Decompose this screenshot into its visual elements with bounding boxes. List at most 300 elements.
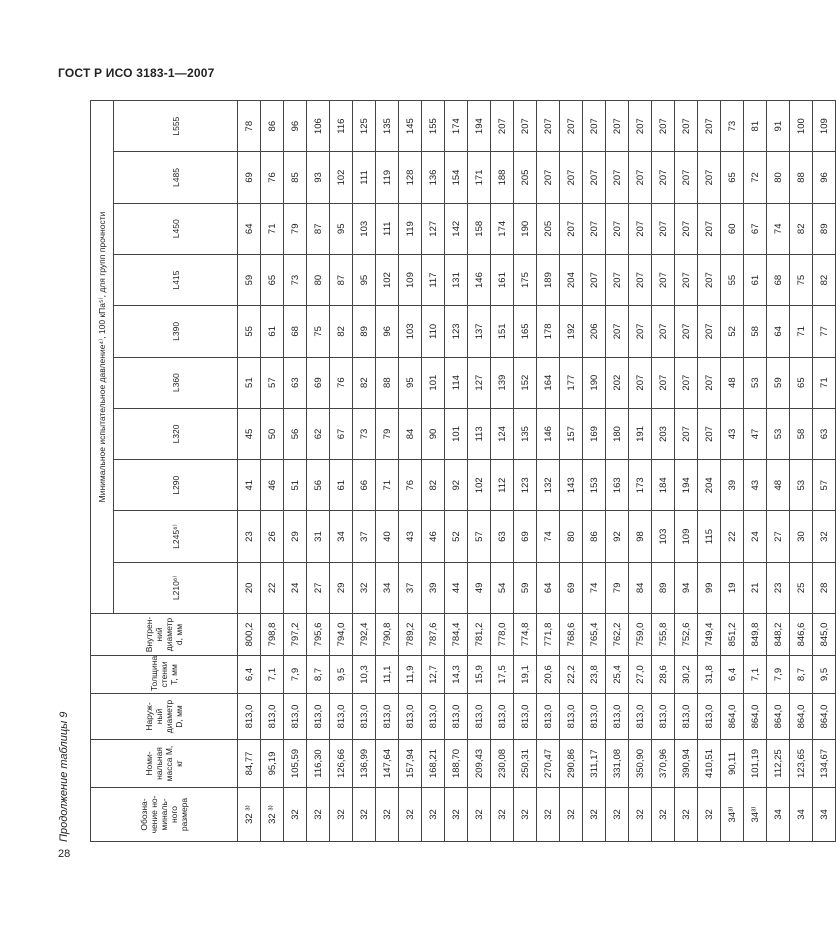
table-cell: 75 bbox=[307, 306, 330, 357]
table-cell: 61 bbox=[744, 254, 767, 305]
table-cell: 30 bbox=[790, 511, 813, 562]
table-cell: 60 bbox=[721, 203, 744, 254]
table-cell: 135 bbox=[376, 101, 399, 152]
table-row bbox=[560, 101, 583, 842]
table-cell: 32 bbox=[813, 511, 836, 562]
table-cell: 81 bbox=[744, 101, 767, 152]
header-outer-diameter: Наруж-ный диаметр D, мм bbox=[91, 694, 238, 740]
table-cell: 207 bbox=[652, 357, 675, 408]
table-cell: 92 bbox=[606, 511, 629, 562]
table-cell: 96 bbox=[376, 306, 399, 357]
table-cell: 88 bbox=[376, 357, 399, 408]
table-cell: 813,0 bbox=[353, 694, 376, 740]
table-cell: 64 bbox=[238, 203, 261, 254]
table-cell: 846,6 bbox=[790, 614, 813, 656]
table-cell: 76 bbox=[399, 460, 422, 511]
table-cell: 813,0 bbox=[491, 694, 514, 740]
table-cell: 48 bbox=[721, 357, 744, 408]
table-cell: 209,43 bbox=[468, 740, 491, 788]
table-cell: 56 bbox=[307, 460, 330, 511]
table-cell: 813,0 bbox=[537, 694, 560, 740]
table-cell: 800,2 bbox=[238, 614, 261, 656]
table-cell: 87 bbox=[330, 254, 353, 305]
table-cell: 29 bbox=[284, 511, 307, 562]
table-cell: 95 bbox=[399, 357, 422, 408]
table-row bbox=[399, 101, 422, 842]
table-cell: 101 bbox=[445, 408, 468, 459]
table-cell: 27 bbox=[307, 562, 330, 613]
table-cell: 55 bbox=[721, 254, 744, 305]
table-cell: 32 bbox=[675, 788, 698, 842]
table-cell: 787,6 bbox=[422, 614, 445, 656]
table-cell: 207 bbox=[606, 152, 629, 203]
table-cell: 34³⁾ bbox=[744, 788, 767, 842]
table-row bbox=[606, 101, 629, 842]
table-rotation-frame bbox=[58, 100, 830, 842]
table-cell: 74 bbox=[767, 203, 790, 254]
table-row bbox=[491, 101, 514, 842]
table-cell: 82 bbox=[422, 460, 445, 511]
table-cell: 98 bbox=[629, 511, 652, 562]
table-cell: 34 bbox=[790, 788, 813, 842]
table-cell: 115 bbox=[698, 511, 721, 562]
table-cell: 112,25 bbox=[767, 740, 790, 788]
table-cell: 207 bbox=[606, 101, 629, 152]
table-cell: 46 bbox=[261, 460, 284, 511]
table-cell: 207 bbox=[629, 203, 652, 254]
table-cell: 66 bbox=[353, 460, 376, 511]
table-cell: 250,31 bbox=[514, 740, 537, 788]
table-cell: 768,6 bbox=[560, 614, 583, 656]
table-cell: 180 bbox=[606, 408, 629, 459]
table-cell: 63 bbox=[284, 357, 307, 408]
table-cell: 105,59 bbox=[284, 740, 307, 788]
table-cell: 813,0 bbox=[514, 694, 537, 740]
table-cell: 84,77 bbox=[238, 740, 261, 788]
table-cell: 99 bbox=[698, 562, 721, 613]
table-cell: 765,4 bbox=[583, 614, 606, 656]
table-cell: 32 bbox=[445, 788, 468, 842]
table-cell: 184 bbox=[652, 460, 675, 511]
table-cell: 64 bbox=[537, 562, 560, 613]
table-cell: 207 bbox=[537, 152, 560, 203]
table-cell: 29 bbox=[330, 562, 353, 613]
table-cell: 93 bbox=[307, 152, 330, 203]
table-cell: 123 bbox=[445, 306, 468, 357]
table-body bbox=[238, 101, 836, 842]
table-cell: 96 bbox=[813, 152, 836, 203]
table-cell: 52 bbox=[721, 306, 744, 357]
table-row bbox=[744, 101, 767, 842]
table-cell: 34 bbox=[376, 562, 399, 613]
table-cell: 34 bbox=[813, 788, 836, 842]
table-cell: 164 bbox=[537, 357, 560, 408]
table-cell: 32 bbox=[307, 788, 330, 842]
table-cell: 57 bbox=[813, 460, 836, 511]
table-cell: 370,96 bbox=[652, 740, 675, 788]
table-cell: 781,2 bbox=[468, 614, 491, 656]
table-cell: 207 bbox=[675, 152, 698, 203]
table-cell: 207 bbox=[514, 101, 537, 152]
table-cell: 39 bbox=[721, 460, 744, 511]
table-cell: 77 bbox=[813, 306, 836, 357]
table-cell: 57 bbox=[468, 511, 491, 562]
table-cell: 206 bbox=[583, 306, 606, 357]
table-cell: 65 bbox=[790, 357, 813, 408]
table-cell: 19 bbox=[721, 562, 744, 613]
table-cell: 790,8 bbox=[376, 614, 399, 656]
table-cell: 39 bbox=[422, 562, 445, 613]
table-cell: 23 bbox=[238, 511, 261, 562]
table-cell: 194 bbox=[468, 101, 491, 152]
table-cell: 171 bbox=[468, 152, 491, 203]
table-cell: 207 bbox=[606, 254, 629, 305]
table-cell: 205 bbox=[514, 152, 537, 203]
table-cell: 864,0 bbox=[790, 694, 813, 740]
table-cell: 207 bbox=[583, 152, 606, 203]
header-grade: L555 bbox=[114, 101, 238, 152]
table-cell: 17,5 bbox=[491, 656, 514, 694]
table-cell: 10,3 bbox=[353, 656, 376, 694]
table-cell: 207 bbox=[652, 203, 675, 254]
table-cell: 43 bbox=[721, 408, 744, 459]
table-cell: 27,0 bbox=[629, 656, 652, 694]
table-cell: 207 bbox=[560, 152, 583, 203]
table-cell: 63 bbox=[491, 511, 514, 562]
table-cell: 69 bbox=[238, 152, 261, 203]
table-cell: 132 bbox=[537, 460, 560, 511]
table-cell: 188,70 bbox=[445, 740, 468, 788]
table-cell: 75 bbox=[790, 254, 813, 305]
table-cell: 173 bbox=[629, 460, 652, 511]
table-cell: 290,86 bbox=[560, 740, 583, 788]
table-cell: 6,4 bbox=[238, 656, 261, 694]
table-cell: 142 bbox=[445, 203, 468, 254]
table-cell: 20,6 bbox=[537, 656, 560, 694]
table-cell: 67 bbox=[744, 203, 767, 254]
table-cell: 100 bbox=[790, 101, 813, 152]
table-cell: 58 bbox=[790, 408, 813, 459]
table-cell: 54 bbox=[491, 562, 514, 613]
table-cell: 127 bbox=[468, 357, 491, 408]
table-cell: 90,11 bbox=[721, 740, 744, 788]
table-cell: 864,0 bbox=[767, 694, 790, 740]
table-cell: 207 bbox=[537, 101, 560, 152]
table-cell: 207 bbox=[629, 306, 652, 357]
table-cell: 59 bbox=[514, 562, 537, 613]
table-cell: 6,4 bbox=[721, 656, 744, 694]
table-cell: 9,5 bbox=[330, 656, 353, 694]
header-designation: Обозна-чение но-миналь-ного размера bbox=[91, 788, 238, 842]
table-cell: 53 bbox=[744, 357, 767, 408]
table-cell: 79 bbox=[376, 408, 399, 459]
table-cell: 207 bbox=[675, 203, 698, 254]
table-cell: 80 bbox=[767, 152, 790, 203]
table-cell: 152 bbox=[514, 357, 537, 408]
table-cell: 84 bbox=[629, 562, 652, 613]
table-cell: 47 bbox=[744, 408, 767, 459]
table-cell: 50 bbox=[261, 408, 284, 459]
pressure-table bbox=[90, 100, 836, 842]
table-cell: 69 bbox=[560, 562, 583, 613]
table-cell: 851,2 bbox=[721, 614, 744, 656]
table-cell: 74 bbox=[537, 511, 560, 562]
table-cell: 109 bbox=[399, 254, 422, 305]
table-cell: 169 bbox=[583, 408, 606, 459]
table-cell: 37 bbox=[399, 562, 422, 613]
table-cell: 59 bbox=[238, 254, 261, 305]
table-cell: 103 bbox=[652, 511, 675, 562]
table-cell: 95,19 bbox=[261, 740, 284, 788]
table-cell: 91 bbox=[767, 101, 790, 152]
table-cell: 89 bbox=[813, 203, 836, 254]
table-cell: 207 bbox=[675, 408, 698, 459]
table-cell: 165 bbox=[514, 306, 537, 357]
table-cell: 73 bbox=[284, 254, 307, 305]
table-cell: 136,99 bbox=[353, 740, 376, 788]
table-cell: 32 bbox=[583, 788, 606, 842]
table-cell: 79 bbox=[606, 562, 629, 613]
table-row bbox=[675, 101, 698, 842]
table-cell: 119 bbox=[399, 203, 422, 254]
table-cell: 204 bbox=[698, 460, 721, 511]
table-cell: 64 bbox=[767, 306, 790, 357]
table-cell: 116 bbox=[330, 101, 353, 152]
table-cell: 774,8 bbox=[514, 614, 537, 656]
table-cell: 207 bbox=[629, 357, 652, 408]
table-row bbox=[767, 101, 790, 842]
table-cell: 139 bbox=[491, 357, 514, 408]
table-cell: 95 bbox=[330, 203, 353, 254]
table-cell: 37 bbox=[353, 511, 376, 562]
table-cell: 32 bbox=[606, 788, 629, 842]
table-cell: 128 bbox=[399, 152, 422, 203]
table-cell: 146 bbox=[468, 254, 491, 305]
table-cell: 207 bbox=[652, 152, 675, 203]
table-cell: 32 bbox=[330, 788, 353, 842]
table-cell: 28,6 bbox=[652, 656, 675, 694]
table-cell: 134,67 bbox=[813, 740, 836, 788]
table-cell: 84 bbox=[399, 408, 422, 459]
table-cell: 813,0 bbox=[238, 694, 261, 740]
table-cell: 76 bbox=[261, 152, 284, 203]
table-cell: 24 bbox=[744, 511, 767, 562]
table-cell: 864,0 bbox=[744, 694, 767, 740]
table-cell: 61 bbox=[261, 306, 284, 357]
table-cell: 153 bbox=[583, 460, 606, 511]
table-row bbox=[422, 101, 445, 842]
table-cell: 45 bbox=[238, 408, 261, 459]
table-cell: 14,3 bbox=[445, 656, 468, 694]
table-cell: 32 bbox=[537, 788, 560, 842]
table-cell: 110 bbox=[422, 306, 445, 357]
table-cell: 207 bbox=[698, 254, 721, 305]
table-cell: 43 bbox=[399, 511, 422, 562]
table-cell: 135 bbox=[514, 408, 537, 459]
table-cell: 80 bbox=[560, 511, 583, 562]
table-cell: 63 bbox=[813, 408, 836, 459]
table-cell: 795,6 bbox=[307, 614, 330, 656]
table-row bbox=[238, 101, 261, 842]
table-cell: 188 bbox=[491, 152, 514, 203]
table-cell: 390,94 bbox=[675, 740, 698, 788]
table-cell: 90 bbox=[422, 408, 445, 459]
table-cell: 82 bbox=[353, 357, 376, 408]
table-cell: 41 bbox=[238, 460, 261, 511]
table-cell: 813,0 bbox=[560, 694, 583, 740]
table-cell: 864,0 bbox=[813, 694, 836, 740]
table-cell: 106 bbox=[307, 101, 330, 152]
header-grade: L290 bbox=[114, 460, 238, 511]
table-cell: 102 bbox=[468, 460, 491, 511]
table-row bbox=[330, 101, 353, 842]
table-cell: 331,08 bbox=[606, 740, 629, 788]
table-cell: 86 bbox=[261, 101, 284, 152]
table-cell: 157,94 bbox=[399, 740, 422, 788]
table-cell: 207 bbox=[698, 101, 721, 152]
table-cell: 410,51 bbox=[698, 740, 721, 788]
table-cell: 85 bbox=[284, 152, 307, 203]
table-cell: 21 bbox=[744, 562, 767, 613]
table-cell: 849,8 bbox=[744, 614, 767, 656]
table-cell: 174 bbox=[445, 101, 468, 152]
table-cell: 9,5 bbox=[813, 656, 836, 694]
table-cell: 53 bbox=[767, 408, 790, 459]
table-cell: 7,9 bbox=[767, 656, 790, 694]
table-cell: 755,8 bbox=[652, 614, 675, 656]
table-cell: 151 bbox=[491, 306, 514, 357]
table-cell: 813,0 bbox=[675, 694, 698, 740]
table-cell: 26 bbox=[261, 511, 284, 562]
table-cell: 32 bbox=[652, 788, 675, 842]
table-cell: 230,08 bbox=[491, 740, 514, 788]
table-cell: 350,90 bbox=[629, 740, 652, 788]
table-row bbox=[790, 101, 813, 842]
table-cell: 48 bbox=[767, 460, 790, 511]
table-cell: 92 bbox=[445, 460, 468, 511]
table-cell: 177 bbox=[560, 357, 583, 408]
table-cell: 96 bbox=[284, 101, 307, 152]
table-cell: 7,1 bbox=[261, 656, 284, 694]
table-cell: 40 bbox=[376, 511, 399, 562]
table-cell: 813,0 bbox=[284, 694, 307, 740]
table-cell: 72 bbox=[744, 152, 767, 203]
table-cell: 71 bbox=[813, 357, 836, 408]
table-cell: 11,9 bbox=[399, 656, 422, 694]
table-cell: 207 bbox=[698, 306, 721, 357]
table-cell: 771,8 bbox=[537, 614, 560, 656]
table-cell: 32 bbox=[353, 788, 376, 842]
table-cell: 752,6 bbox=[675, 614, 698, 656]
table-cell: 111 bbox=[376, 203, 399, 254]
table-row bbox=[445, 101, 468, 842]
header-grade: L390 bbox=[114, 306, 238, 357]
table-cell: 102 bbox=[330, 152, 353, 203]
table-cell: 168,21 bbox=[422, 740, 445, 788]
table-cell: 7,1 bbox=[744, 656, 767, 694]
table-cell: 23,8 bbox=[583, 656, 606, 694]
table-cell: 88 bbox=[790, 152, 813, 203]
table-cell: 59 bbox=[767, 357, 790, 408]
table-cell: 813,0 bbox=[330, 694, 353, 740]
table-cell: 207 bbox=[560, 101, 583, 152]
table-cell: 191 bbox=[629, 408, 652, 459]
table-cell: 813,0 bbox=[652, 694, 675, 740]
table-cell: 32 bbox=[284, 788, 307, 842]
table-cell: 71 bbox=[376, 460, 399, 511]
table-cell: 58 bbox=[744, 306, 767, 357]
table-cell: 270,47 bbox=[537, 740, 560, 788]
table-cell: 22 bbox=[721, 511, 744, 562]
table-cell: 34 bbox=[330, 511, 353, 562]
table-cell: 103 bbox=[399, 306, 422, 357]
table-cell: 207 bbox=[675, 306, 698, 357]
table-cell: 65 bbox=[261, 254, 284, 305]
table-row bbox=[583, 101, 606, 842]
table-cell: 207 bbox=[583, 203, 606, 254]
table-cell: 112 bbox=[491, 460, 514, 511]
table-row bbox=[261, 101, 284, 842]
table-cell: 32 bbox=[698, 788, 721, 842]
table-cell: 207 bbox=[652, 101, 675, 152]
table-row bbox=[721, 101, 744, 842]
table-cell: 34³⁾ bbox=[721, 788, 744, 842]
table-cell: 207 bbox=[675, 254, 698, 305]
table-cell: 31,8 bbox=[698, 656, 721, 694]
table-cell: 207 bbox=[698, 408, 721, 459]
table-cell: 123,65 bbox=[790, 740, 813, 788]
table-cell: 101 bbox=[422, 357, 445, 408]
rotated-table-container bbox=[58, 100, 830, 842]
table-cell: 68 bbox=[284, 306, 307, 357]
table-cell: 32 bbox=[468, 788, 491, 842]
table-cell: 53 bbox=[790, 460, 813, 511]
table-cell: 69 bbox=[307, 357, 330, 408]
table-cell: 147,64 bbox=[376, 740, 399, 788]
table-cell: 154 bbox=[445, 152, 468, 203]
table-cell: 32 bbox=[629, 788, 652, 842]
header-grade: L485 bbox=[114, 152, 238, 203]
header-wall-thickness: Толщина стенки T, мм bbox=[91, 656, 238, 694]
table-row bbox=[353, 101, 376, 842]
table-cell: 813,0 bbox=[606, 694, 629, 740]
table-cell: 190 bbox=[583, 357, 606, 408]
table-cell: 784,4 bbox=[445, 614, 468, 656]
table-cell: 127 bbox=[422, 203, 445, 254]
table-cell: 207 bbox=[583, 254, 606, 305]
table-cell: 71 bbox=[261, 203, 284, 254]
table-cell: 101,19 bbox=[744, 740, 767, 788]
table-cell: 103 bbox=[353, 203, 376, 254]
table-cell: 24 bbox=[284, 562, 307, 613]
table-cell: 813,0 bbox=[261, 694, 284, 740]
table-cell: 207 bbox=[675, 357, 698, 408]
table-cell: 20 bbox=[238, 562, 261, 613]
table-cell: 136 bbox=[422, 152, 445, 203]
table-cell: 113 bbox=[468, 408, 491, 459]
table-cell: 67 bbox=[330, 408, 353, 459]
table-row bbox=[468, 101, 491, 842]
header-grade: L245⁶⁾ bbox=[114, 511, 238, 562]
table-cell: 32 bbox=[399, 788, 422, 842]
table-cell: 126,66 bbox=[330, 740, 353, 788]
table-row bbox=[813, 101, 836, 842]
table-cell: 32 bbox=[376, 788, 399, 842]
table-cell: 52 bbox=[445, 511, 468, 562]
table-cell: 94 bbox=[675, 562, 698, 613]
table-cell: 82 bbox=[330, 306, 353, 357]
table-cell: 124 bbox=[491, 408, 514, 459]
